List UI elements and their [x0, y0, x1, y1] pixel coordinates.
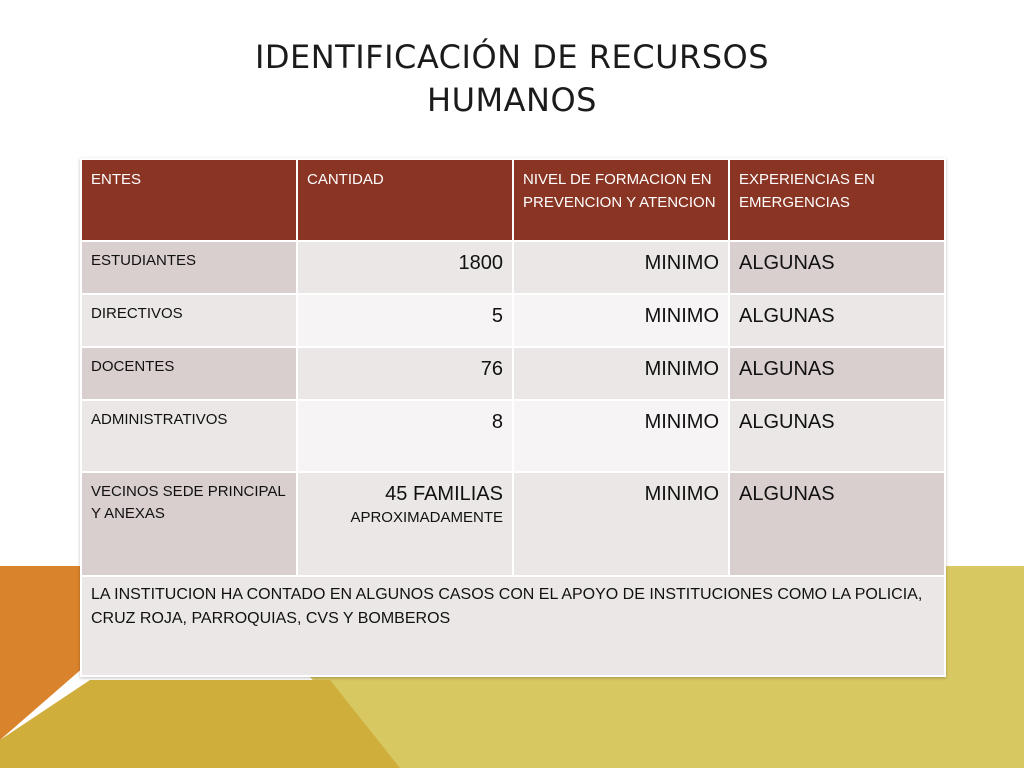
cell-cantidad: [297, 472, 513, 576]
cell-ente: ESTUDIANTES: [81, 241, 297, 294]
cell-ente: DOCENTES: [81, 347, 297, 400]
cell-cantidad: 5: [297, 294, 513, 347]
header-nivel-formacion: NIVEL DE FORMACION EN PREVENCION Y ATENCION: [513, 159, 729, 241]
cantidad-value: 45 FAMILIAS: [385, 483, 503, 505]
table-row: [81, 241, 945, 294]
cell-experiencia: ALGUNAS: [729, 400, 945, 472]
cell-experiencia: ALGUNAS: [729, 241, 945, 294]
resources-table: [80, 158, 946, 677]
header-entes: ENTES: [81, 159, 297, 241]
title-line-1: IDENTIFICACIÓN DE RECURSOS: [254, 38, 770, 76]
cell-nivel: MINIMO: [513, 400, 729, 472]
cell-nivel: MINIMO: [513, 347, 729, 400]
gold-band: [0, 680, 400, 768]
page-title: [0, 36, 1024, 122]
table-footer-row: [81, 576, 945, 676]
footer-note: LA INSTITUCION HA CONTADO EN ALGUNOS CASOS CON EL APOYO DE INSTITUCIONES COMO LA POLICIA, CRUZ ROJA, PARROQUIAS, CVS Y BOMBEROS: [81, 576, 945, 676]
cell-experiencia: ALGUNAS: [729, 347, 945, 400]
cell-nivel: MINIMO: [513, 241, 729, 294]
table-row: [81, 347, 945, 400]
table-row: [81, 400, 945, 472]
cell-cantidad: 1800: [297, 241, 513, 294]
cell-experiencia: ALGUNAS: [729, 294, 945, 347]
cell-nivel: MINIMO: [513, 472, 729, 576]
cell-ente: VECINOS SEDE PRINCIPAL Y ANEXAS: [81, 472, 297, 576]
cell-experiencia: ALGUNAS: [729, 472, 945, 576]
cell-cantidad: 76: [297, 347, 513, 400]
table-row: [81, 294, 945, 347]
cell-ente: DIRECTIVOS: [81, 294, 297, 347]
cell-cantidad: 8: [297, 400, 513, 472]
table-header-row: [81, 159, 945, 241]
cantidad-note: APROXIMADAMENTE: [350, 509, 503, 526]
cell-nivel: MINIMO: [513, 294, 729, 347]
title-line-2: HUMANOS: [427, 81, 597, 119]
header-cantidad: CANTIDAD: [297, 159, 513, 241]
table-row: [81, 472, 945, 576]
cell-ente: ADMINISTRATIVOS: [81, 400, 297, 472]
header-experiencias: EXPERIENCIAS EN EMERGENCIAS: [729, 159, 945, 241]
